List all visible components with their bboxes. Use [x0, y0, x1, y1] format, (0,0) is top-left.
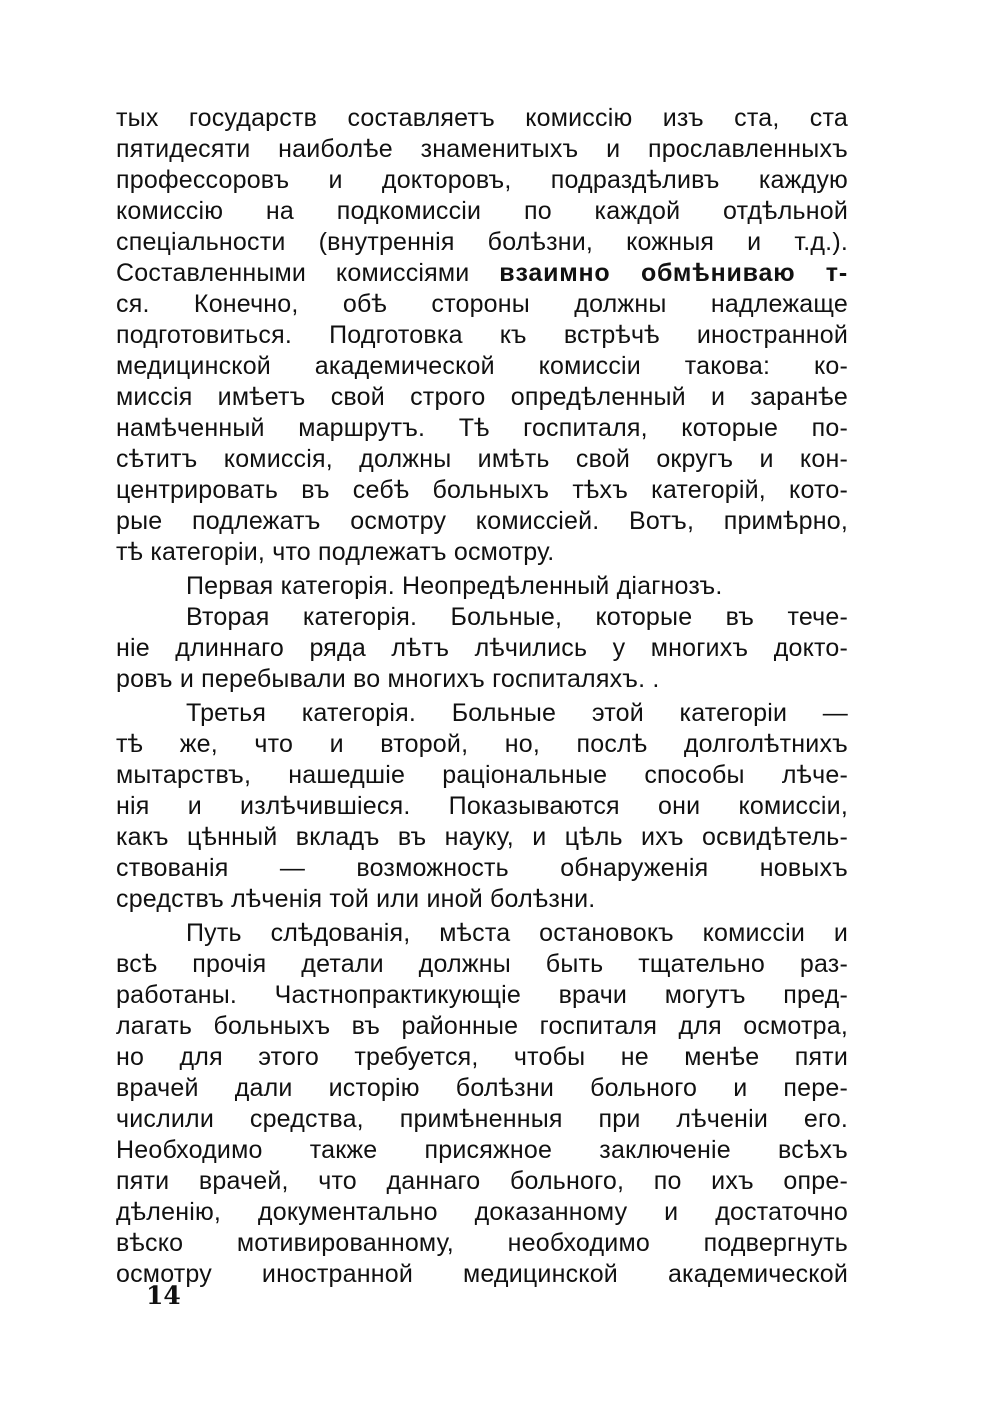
text-line: лагать больныхъ въ районные госпиталя для осмотра, — [116, 1012, 848, 1040]
text-line: ствованія — возможность обнаруженія новыхъ — [116, 854, 848, 882]
text-segment: Составленными комиссіями — [116, 259, 470, 287]
text-line: ніе длиннаго ряда лѣтъ лѣчились у многихъ докто- — [116, 634, 848, 662]
text-line: профессоровъ и докторовъ, подраздѣливъ каждую — [116, 166, 848, 194]
category-two-line: Вторая категорія. Больные, которые въ тече- — [186, 603, 848, 631]
category-one-line: Первая категорія. Неопредѣленный діагнозъ. — [186, 572, 723, 600]
text-line: намѣченный маршрутъ. Тѣ госпиталя, которые по- — [116, 414, 848, 442]
text-line: ся. Конечно, обѣ стороны должны надлежаще — [116, 290, 848, 318]
text-line: миссія имѣетъ свой строго опредѣленный и заранѣе — [116, 383, 848, 411]
text-line: тѣ категоріи, что подлежатъ осмотру. — [116, 538, 555, 566]
text-line: ровъ и перебывали во многихъ госпиталяхъ. . — [116, 665, 660, 693]
text-line: рые подлежатъ осмотру комиссіей. Вотъ, примѣрно, — [116, 507, 848, 535]
text-line: числили средства, примѣненныя при лѣченіи его. — [116, 1105, 848, 1133]
text-line: всѣ прочія детали должны быть тщательно раз- — [116, 950, 848, 978]
text-line: врачей дали исторію болѣзни больного и пере- — [116, 1074, 848, 1102]
text-line: но для этого требуется, чтобы не менѣе пяти — [116, 1043, 848, 1071]
text-line: сѣтитъ комиссія, должны имѣть свой округъ и кон- — [116, 445, 848, 473]
text-line: какъ цѣнный вкладъ въ науку, и цѣль ихъ освидѣтель- — [116, 823, 848, 851]
text-line: работаны. Частнопрактикующіе врачи могутъ пред- — [116, 981, 848, 1009]
text-line: спеціальности (внутреннія болѣзни, кожныя и т.д.). — [116, 228, 848, 256]
page-number: 14 — [146, 1281, 181, 1310]
text-line-mixed — [116, 258, 848, 289]
text-line: пяти врачей, что даннаго больного, по ихъ опре- — [116, 1167, 848, 1195]
text-line: тѣ же, что и второй, но, послѣ долголѣтнихъ — [116, 730, 848, 758]
emphasis-text: взаимно обмѣниваю т- — [499, 259, 848, 287]
text-line: мытарствъ, нашедшіе раціональные способы лѣче- — [116, 761, 848, 789]
text-line: дѣленію, документально доказанному и достаточно — [116, 1198, 848, 1226]
text-line: тых государств составляетъ комиссію изъ ста, ста — [116, 104, 848, 132]
text-line: медицинской академической комиссіи такова: ко- — [116, 352, 848, 380]
text-line: подготовиться. Подготовка къ встрѣчѣ иностранной — [116, 321, 848, 349]
paragraph-start-line: Путь слѣдованія, мѣста остановокъ комиссіи и — [186, 919, 848, 947]
body-text — [116, 103, 848, 1290]
text-line: пятидесяти наиболѣе знаменитыхъ и прославленныхъ — [116, 135, 848, 163]
category-three-line: Третья категорія. Больные этой категоріи — — [186, 699, 848, 727]
text-line: нія и излѣчившіеся. Показываются они комиссіи, — [116, 792, 848, 820]
text-line: центрировать въ себѣ больныхъ тѣхъ категорій, кото- — [116, 476, 848, 504]
text-line: комиссію на подкомиссіи по каждой отдѣльной — [116, 197, 848, 225]
text-line: вѣско мотивированному, необходимо подвергнуть — [116, 1229, 848, 1257]
text-line: средствъ лѣченія той или иной болѣзни. — [116, 885, 596, 913]
text-line: осмотру иностранной медицинской академической — [116, 1260, 848, 1288]
text-line: Необходимо также присяжное заключеніе всѣхъ — [116, 1136, 848, 1164]
